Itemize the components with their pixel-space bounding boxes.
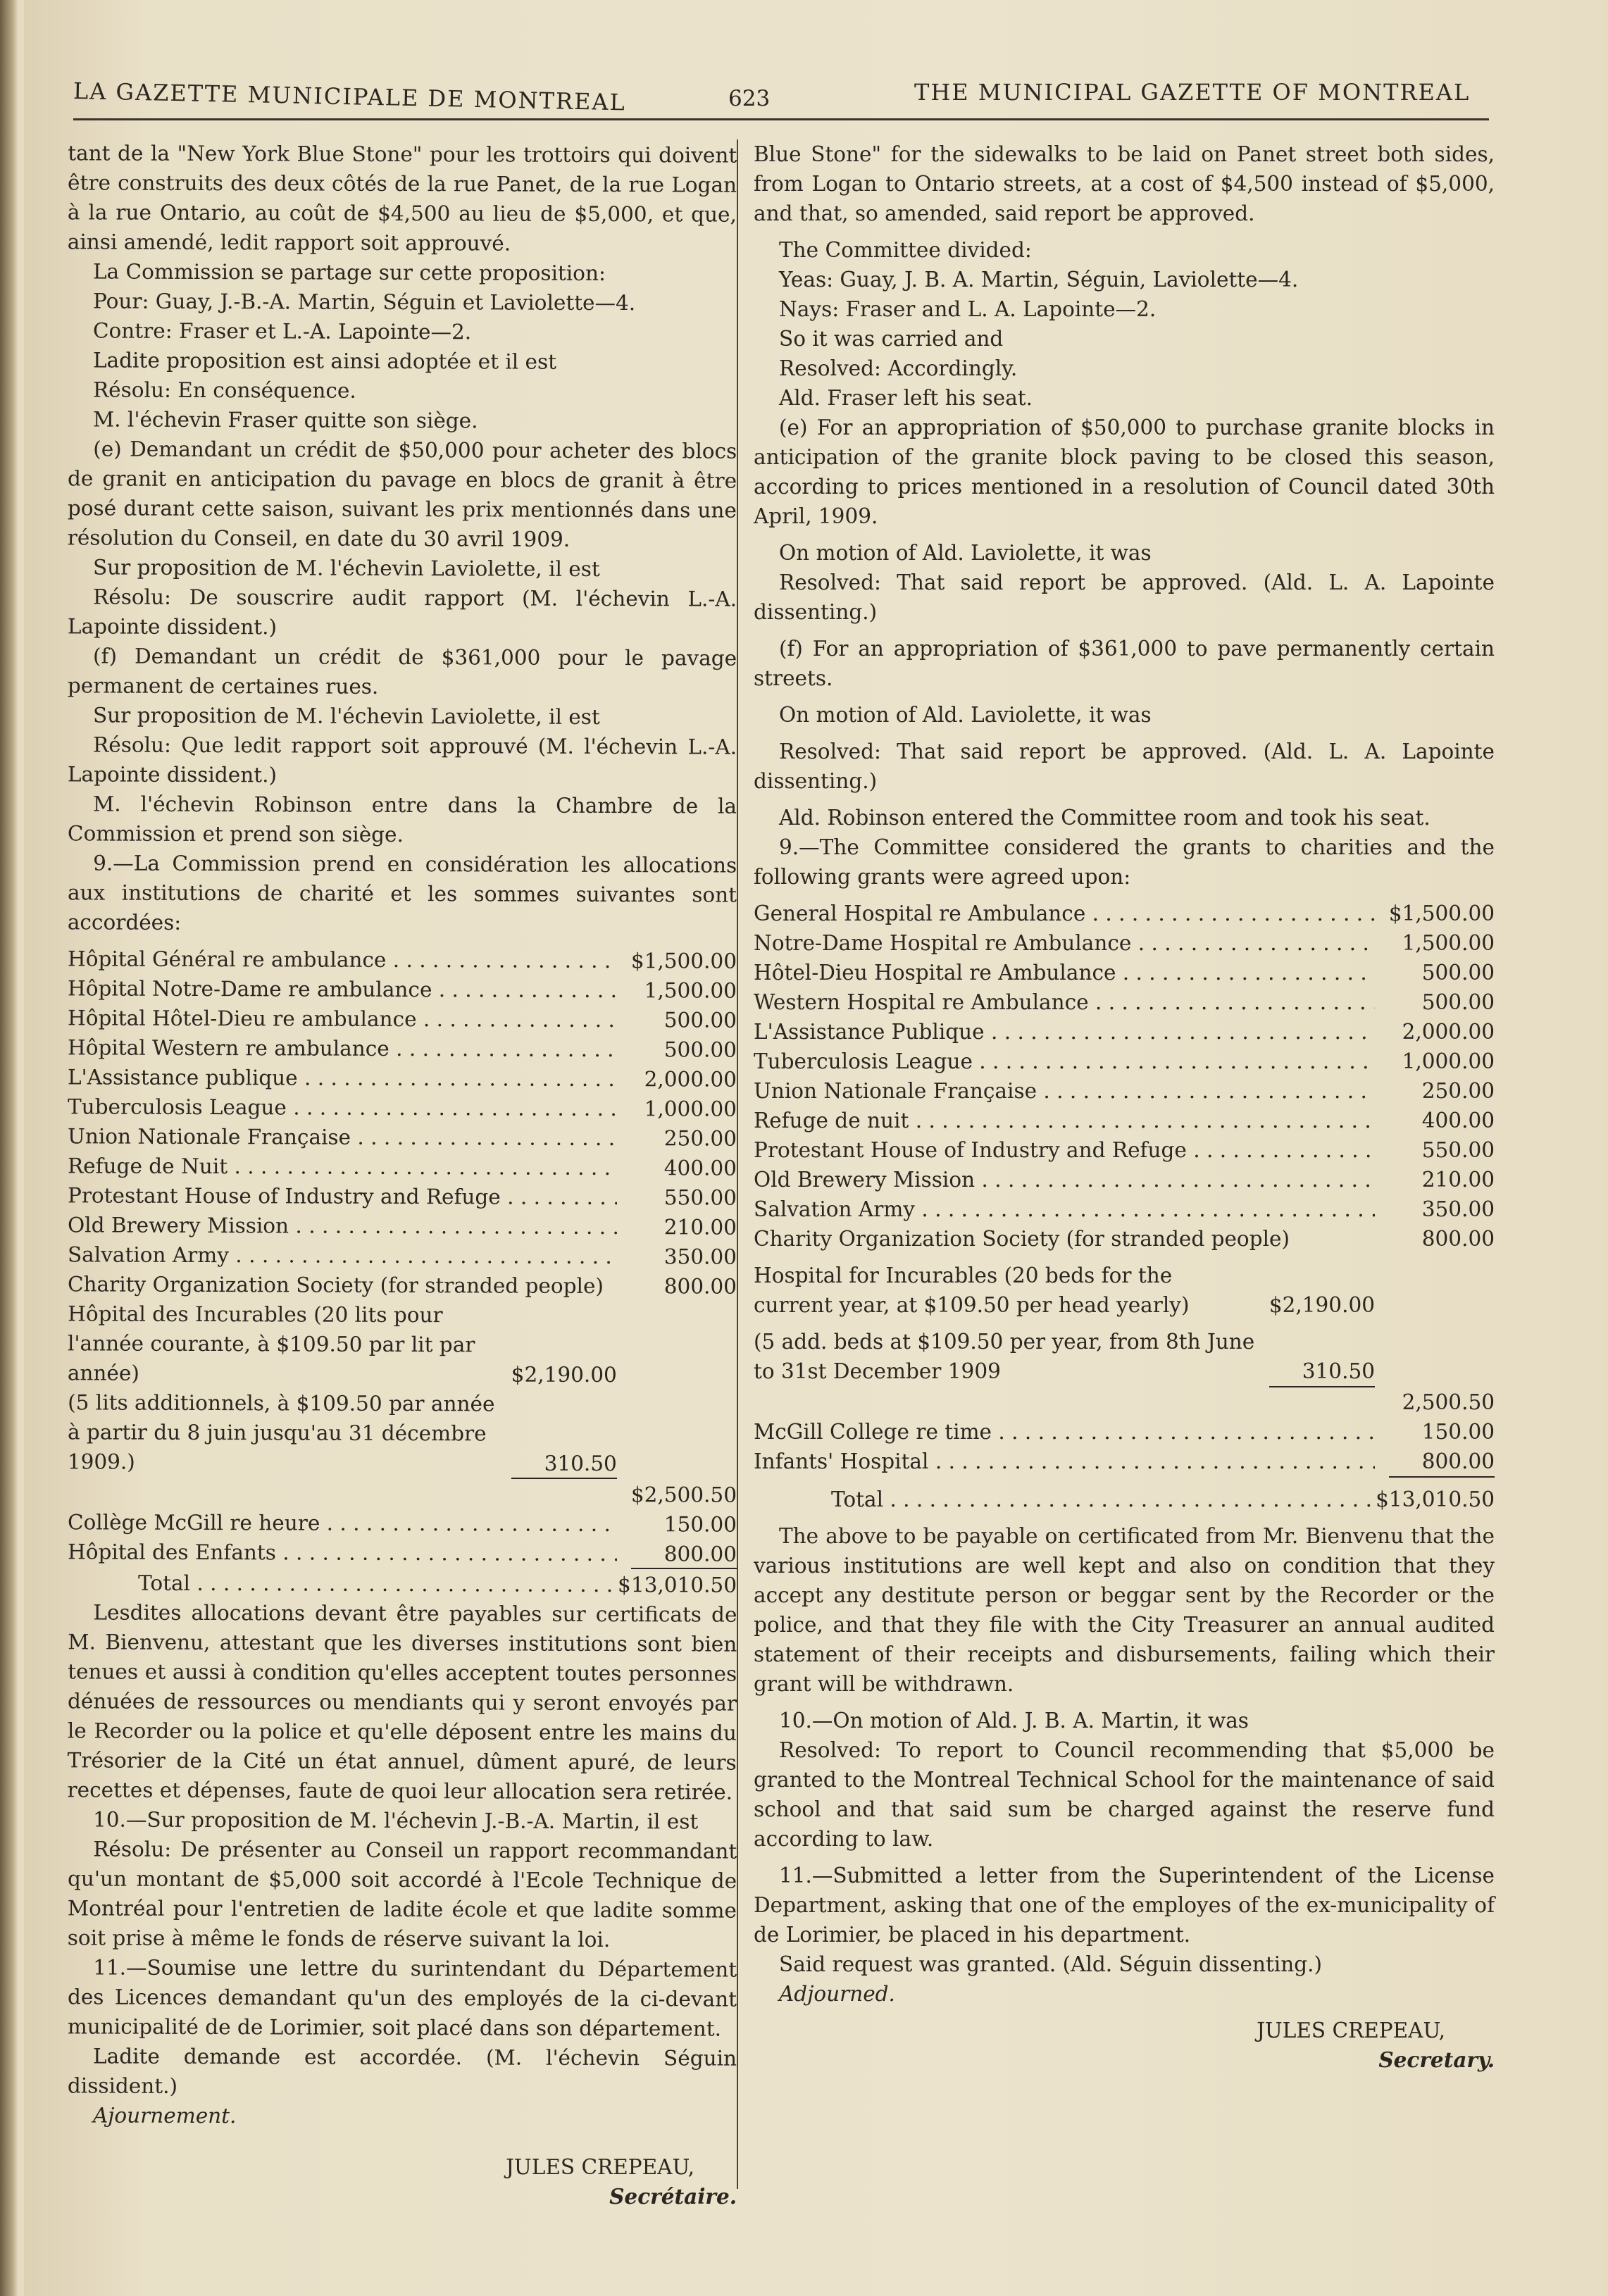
paragraph: (f) Demandant un crédit de $361,000 pour le pavage permanent de certaines rues. [67,644,737,699]
grant-row: Old Brewery Mission . . . 210.00 [68,1210,737,1242]
paragraph: Resolved: To report to Council recommending that $5,000 be granted to the Montreal Technical School for the maintenance of said school and that said sum be charged against the reserve fund according to law. [754,1738,1495,1851]
subtotal-row: $2,500.50 [630,1483,737,1507]
grant-row: Hôtel-Dieu Hospital re Ambulance . . . 500.00 [754,958,1495,987]
grant-row: Union Nationale Française . . . 250.00 [754,1076,1495,1106]
grant-row: Hôpital des Incurables (20 lits pour l'année courante, à $109.50 par lit par année) $2,190.00 [67,1302,617,1387]
grant-row: Hôpital Notre-Dame re ambulance . . . 1,500.00 [68,973,737,1005]
grant-row: (5 lits additionnels, à $109.50 par année à partir du 8 juin jusqu'au 31 décembre 1909.) 310.50 [67,1390,617,1476]
paragraph: On motion of Ald. Laviolette, it was [779,541,1152,565]
paragraph: 10.—On motion of Ald. J. B. A. Martin, it was [779,1709,1249,1733]
paragraph: Sur proposition de M. l'échevin Laviolette, il est [92,703,600,729]
grant-row: Protestant House of Industry and Refuge . . . 550.00 [68,1180,737,1212]
paragraph: Said request was granted. (Ald. Séguin dissenting.) [779,1952,1323,1976]
grant-row: Hôpital Général re ambulance . . . $1,500.00 [68,944,737,975]
paragraph: La Commission se partage sur cette proposition: [92,259,606,286]
grant-row: McGill College re time . . . 150.00 [754,1417,1495,1447]
page-header [73,70,1489,127]
paragraph: Ladite demande est accordée. (M. l'échevin Séguin dissident.) [67,2044,737,2098]
paragraph: 10.—Sur proposition de M. l'échevin J.-B.-A. Martin, il est [92,1807,699,1834]
paragraph: (f) For an appropriation of $361,000 to pave permanently certain streets. [754,637,1495,690]
french-column [68,139,737,2211]
signature-title: Secretary. [1378,2047,1495,2072]
paragraph: M. l'échevin Robinson entre dans la Chambre de la Commission et prend son siège. [67,792,737,847]
paragraph: Ald. Fraser left his seat. [779,386,1033,410]
grant-row: Notre-Dame Hospital re Ambulance . . . 1,500.00 [754,928,1495,958]
grant-row: Protestant House of Industry and Refuge . . . 550.00 [754,1135,1495,1165]
grant-row: Tuberculosis League . . . 1,000.00 [754,1047,1495,1076]
paragraph: M. l'échevin Fraser quitte son siège. [92,407,478,433]
signature-title: Secrétaire. [609,2184,737,2209]
paragraph: Resolved: Accordingly. [779,356,1018,380]
paragraph: Resolved: That said report be approved. (Ald. L. A. Lapointe dissenting.) [754,570,1495,624]
paragraph: Résolu: De souscrire audit rapport (M. l'échevin L.-A. Lapointe dissident.) [67,585,737,639]
grant-row: Collège McGill re heure . . . 150.00 [68,1507,737,1539]
paragraph: The above to be payable on certificated from Mr. Bienvenu that the various institutions are well kept and also on condition that they accept any destitute person or beggar sent by the Recorder or the police, and that they file with the City Treasurer an annual audited statement of their receipts and disbursements, failing which their grant will be withdrawn. [754,1524,1495,1696]
paragraph: (e) For an appropriation of $50,000 to purchase granite blocks in anticipation of the granite block paving to be closed this season, according to prices mentioned in a resolution of Council dated 30th April, 1909. [754,416,1495,528]
grant-row: General Hospital re Ambulance . . . $1,500.00 [754,899,1495,928]
grant-row: Hôpital des Enfants . . . 800.00 [68,1537,737,1568]
paragraph: Ladite proposition est ainsi adoptée et il est [92,348,557,374]
paragraph: 11.—Submitted a letter from the Superintendent of the License Department, asking that one of the employes of the ex-municipality of de Lorimier, be placed in his department. [754,1864,1495,1947]
paragraph: Nays: Fraser and L. A. Lapointe—2. [779,297,1157,321]
grant-row: Salvation Army . . . 350.00 [754,1194,1495,1224]
paragraph: Contre: Fraser et L.-A. Lapointe—2. [92,318,472,344]
paragraph: Blue Stone" for the sidewalks to be laid on Panet street both sides, from Logan to Ontario streets, at a cost of $4,500 instead of $5,000, and that, so amended, said report be approved. [754,142,1495,225]
book-spine-shadow [0,0,18,2296]
paragraph: Yeas: Guay, J. B. A. Martin, Séguin, Laviolette—4. [779,268,1299,292]
paragraph: Résolu: De présenter au Conseil un rapport recommandant qu'un montant de $5,000 soit accordé à l'Ecole Technique de Montréal pour l'entretien de ladite école et que ladite somme soit prise à même le fonds de réserve suivant la loi. [67,1837,737,1952]
page-number: 623 [728,86,771,111]
grant-row: Charity Organization Society (for stranded people) 800.00 [754,1227,1495,1251]
header-rule [73,118,1489,120]
paragraph: So it was carried and [779,327,1004,351]
english-column [754,139,1495,2075]
paragraph: 9.—The Committee considered the grants to charities and the following grants were agreed upon: [754,835,1495,889]
grant-row: Charity Organization Society (for stranded people) 800.00 [67,1272,737,1299]
paragraph: Pour: Guay, J.-B.-A. Martin, Séguin et Laviolette—4. [92,289,636,316]
grant-row: Hôpital Western re ambulance . . . 500.00 [68,1032,737,1064]
total-row: Total . . . $13,010.50 [754,1485,1495,1514]
paragraph: 11.—Soumise une lettre du surintendant du Département des Licences demandant qu'un des employés de la ci-devant municipalité de de Lorimier, soit placé dans son département. [67,1955,737,2041]
paragraph: The Committee divided: [779,238,1032,262]
gazette-page [24,0,1602,2296]
grant-row: Tuberculosis League . . . 1,000.00 [68,1092,737,1123]
paragraph: Résolu: Que ledit rapport soit approuvé (M. l'échevin L.-A. Lapointe dissident.) [67,732,737,787]
paragraph: On motion of Ald. Laviolette, it was [779,703,1152,727]
grant-row: Hôpital Hôtel-Dieu re ambulance . . . 500.00 [68,1003,737,1035]
paragraph: Lesdites allocations devant être payables sur certificats de M. Bienvenu, attestant que les diverses institutions sont bien tenues et aussi à condition qu'elles acceptent toutes personnes dénuées de ressources ou mendiants qui y seront envoyés par le Recorder ou la police et qu'elle déposent entre les mains du Trésorier de la Cité un état annuel, dûment apuré, de leurs recettes et dépenses, faute de quoi leur allocation sera retirée. [67,1600,737,1804]
paragraph: 9.—La Commission prend en considération les allocations aux institutions de charité et les sommes suivantes sont accordées: [67,851,737,935]
grant-row: L'Assistance Publique . . . 2,000.00 [754,1017,1495,1047]
grant-row: Old Brewery Mission . . . 210.00 [754,1165,1495,1194]
signature-block [68,2152,737,2211]
paragraph: (e) Demandant un crédit de $50,000 pour acheter des blocs de granit en anticipation du pavage en blocs de granit à être posé durant cette saison, suivant les prix mentionnés dans une résolution du Conseil, en date du 30 avril 1909. [67,437,737,551]
signature-name: JULES CREPEAU, [506,2155,694,2179]
paragraph: Sur proposition de M. l'échevin Laviolette, il est [92,555,600,581]
signature-name: JULES CREPEAU, [1257,2019,1445,2042]
paragraph: Ald. Robinson entered the Committee room and took his seat. [779,806,1431,830]
grant-row: Refuge de nuit . . . 400.00 [754,1106,1495,1135]
paragraph: Résolu: En conséquence. [92,378,356,403]
grant-row: L'Assistance publique . . . 2,000.00 [68,1062,737,1094]
grant-row: Salvation Army . . . 350.00 [68,1240,737,1271]
header-french-title: LA GAZETTE MUNICIPALE DE MONTREAL [73,77,627,116]
grant-row: Refuge de Nuit . . . 400.00 [68,1151,737,1183]
grant-row: Union Nationale Française . . . 250.00 [68,1121,737,1153]
subtotal-row: 2,500.50 [1402,1390,1495,1414]
paragraph: tant de la "New York Blue Stone" pour les trottoirs qui doivent être construits des deux côtés de la rue Panet, de la rue Logan à la rue Ontario, au coût de $4,500 au lieu de $5,000, et que, ainsi amendé, ledit rapport soit approuvé. [67,141,737,256]
header-english-title: THE MUNICIPAL GAZETTE OF MONTREAL [914,79,1471,106]
column-divider [737,139,738,2189]
grant-row: Infants' Hospital . . . 800.00 [754,1447,1495,1476]
grant-row: (5 add. beds at $109.50 per year, from 8th June to 31st December 1909 310.50 [754,1330,1375,1383]
grant-row: Hospital for Incurables (20 beds for the current year, at $109.50 per head yearly) $2,190.00 [754,1264,1375,1317]
paragraph: Adjourned. [779,1982,895,2006]
paragraph: Resolved: That said report be approved. (Ald. L. A. Lapointe dissenting.) [754,740,1495,793]
total-row: Total . . . $13,010.50 [68,1568,737,1599]
signature-block [754,2016,1495,2075]
paragraph: Ajournement. [92,2103,237,2128]
grant-row: Western Hospital re Ambulance . . . 500.00 [754,987,1495,1017]
